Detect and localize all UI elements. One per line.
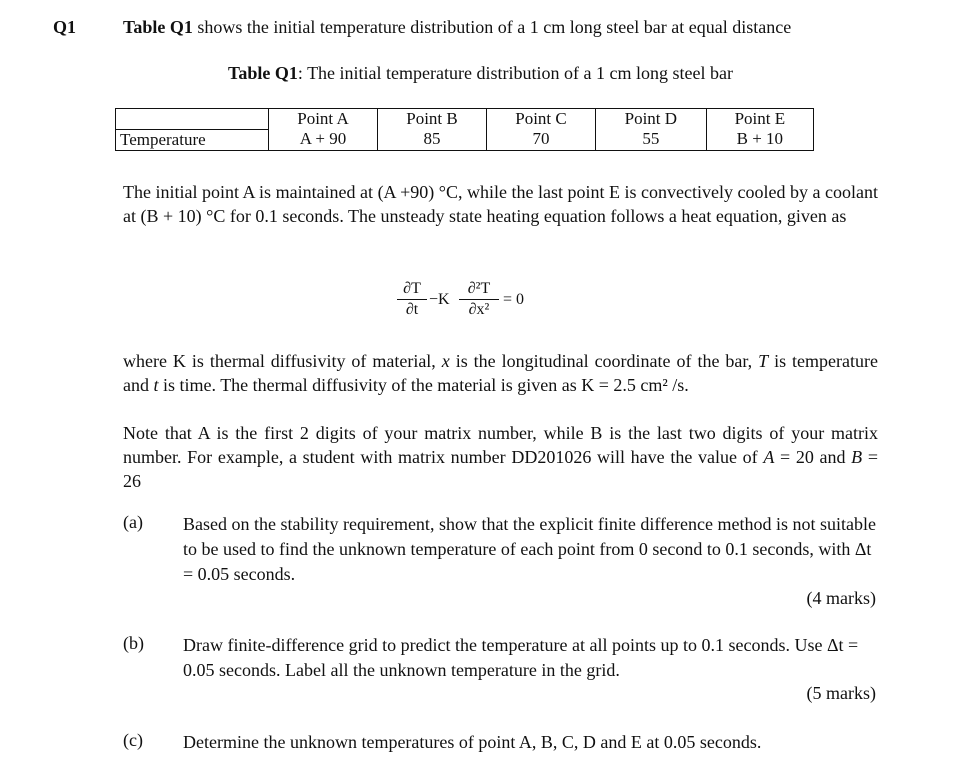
heat-equation: [397, 280, 557, 330]
part-c-text: Determine the unknown temperatures of point A, B, C, D and E at 0.05 seconds.: [183, 732, 762, 752]
d2T-numerator: ∂²T: [467, 280, 491, 297]
value-a: A + 90: [269, 129, 378, 150]
header-point-c: Point C: [487, 109, 596, 130]
note-text-1: Note that A is the first 2 digits of your matrix number, while B is the last two digits of your matrix number. For example, a student with matrix number DD201026 will have the value of: [123, 423, 878, 467]
header-blank-cell: [116, 109, 269, 130]
var-t: t: [153, 375, 159, 395]
var-B: B: [851, 447, 863, 467]
def-text-2: is the longitudinal coordinate of the bar,: [449, 351, 759, 371]
var-x: x: [441, 351, 450, 371]
part-a-marks: (4 marks): [806, 588, 876, 608]
var-T: T: [758, 351, 769, 371]
var-A: A: [763, 447, 775, 467]
part-a-label: (a): [123, 512, 143, 532]
table-caption: [0, 63, 961, 84]
header-point-d: Point D: [596, 109, 707, 130]
dT-dt-fraction: [397, 280, 427, 319]
note-text-2: = 20 and: [774, 447, 852, 467]
caption-text: : The initial temperature distribution of a 1 cm long steel bar: [297, 63, 733, 83]
value-e: B + 10: [706, 129, 813, 150]
question-number: Q1: [53, 17, 77, 37]
dt-denominator: ∂t: [405, 301, 419, 318]
def-text-4: is time. The thermal diffusivity of the material is given as K = 2.5 cm² /s.: [158, 375, 689, 395]
dT-numerator: ∂T: [403, 280, 421, 297]
header-point-a: Point A: [269, 109, 378, 130]
temperature-table: [115, 108, 814, 151]
part-a-text: Based on the stability requirement, show that the explicit finite difference method is not suitable to be used to find the unknown temperature of each point from 0 second to 0.1 seconds, with Δt = 0.05 seconds.: [183, 514, 876, 584]
paragraph-definitions: [123, 349, 878, 397]
def-text-1: where K is thermal diffusivity of material,: [123, 351, 442, 371]
value-b: 85: [378, 129, 487, 150]
part-b-marks: (5 marks): [806, 683, 876, 703]
paragraph-initial-conditions: The initial point A is maintained at (A +90) °C, while the last point E is convectively cooled by a coolant at (B + 10) °C for 0.1 seconds. The unsteady state heating equation follows a heat equation, given as: [123, 182, 878, 226]
paragraph-note: [123, 421, 878, 493]
header-point-b: Point B: [378, 109, 487, 130]
dx2-denominator: ∂x²: [468, 301, 490, 318]
note-text-3: = 26: [123, 447, 878, 491]
part-b-label: (b): [123, 633, 144, 653]
row-label: Temperature: [116, 129, 269, 150]
d2T-dx2-fraction: [459, 280, 499, 319]
table-ref: Table Q1: [123, 17, 193, 37]
value-c: 70: [487, 129, 596, 150]
caption-label: Table Q1: [228, 63, 298, 83]
question-intro: [123, 17, 923, 38]
part-c-label: (c): [123, 730, 143, 750]
intro-text: shows the initial temperature distribution of a 1 cm long steel bar at equal distance: [192, 17, 792, 37]
equals-zero: = 0: [503, 291, 525, 308]
part-b-text: Draw finite-difference grid to predict the temperature at all points up to 0.1 seconds. Use Δt = 0.05 seconds. Label all the unknown temperature in the grid.: [183, 635, 859, 680]
table-value-row: [116, 129, 814, 150]
header-point-e: Point E: [706, 109, 813, 130]
table-header-row: [116, 109, 814, 130]
value-d: 55: [596, 129, 707, 150]
minus-k: −K: [429, 291, 450, 308]
def-text-3: is temperature and: [123, 351, 878, 395]
